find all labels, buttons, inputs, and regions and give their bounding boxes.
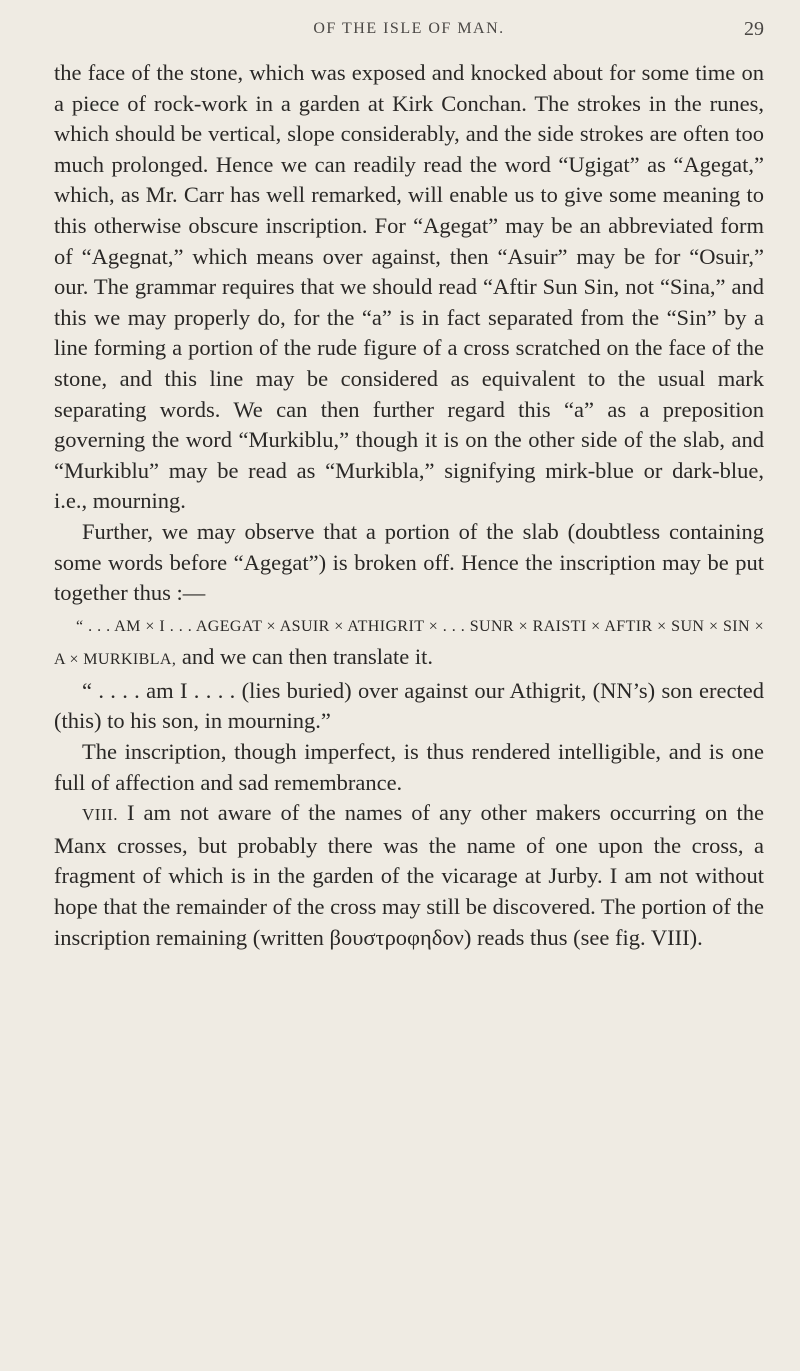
paragraph-broken-slab: Further, we may observe that a portion of the slab (doubtless containing some words before “Agegat”) is broken off. Hence the inscription may be put together thus :—: [54, 518, 764, 606]
paragraph-rendered-intelligible: The inscription, though imperfect, is thus rendered intelligible, and is one full of affection and sad remembrance.: [54, 739, 764, 795]
paragraph-inscription: [54, 609, 764, 676]
inscription-runes: “ . . . AM × I . . . AGEGAT × ASUIR × ATHIGRIT × . . . SUNR × RAISTI × AFTIR × SUN × SIN × A × MURKIBLA,: [54, 617, 764, 669]
running-head: [54, 0, 764, 46]
paragraph-stone-description: the face of the stone, which was exposed and knocked about for some time on a piece of rock-work in a garden at Kirk Conchan. The strokes in the runes, which should be vertical, slope considerably, and the side strokes are often too much prolonged. Hence we can readily read the word “Ugigat” as “Agegat,” which, as Mr. Carr has well remarked, will enable us to give some meaning to this otherwise obscure inscription. For “Agegat” may be an abbreviated form of “Agegnat,” which means over against, then “Asuir” may be for “Osuir,” our. The grammar requires that we should read “Aftir Sun Sin, not “Sina,” and this we may properly do, for the “a” is in fact separated from the “Sin” by a line forming a portion of the rude figure of a cross scratched on the face of the stone, and this line may be considered as equivalent to the usual mark separating words. We can then further regard this “a” as a preposition governing the word “Murkiblu,” though it is on the other side of the slab, and “Murkiblu” may be read as “Murkibla,” signifying mirk-blue or dark-blue, i.e., mourning.: [54, 60, 764, 514]
body-text: [54, 58, 764, 953]
inscription-tail: and we can then translate it.: [181, 644, 434, 670]
running-title: OF THE ISLE OF MAN.: [313, 20, 505, 37]
page-number: 29: [744, 18, 764, 40]
section-viii-text: I am not aware of the names of any other makers occurring on the Manx crosses, but probably there was the name of one upon the cross, a fragment of which is in the garden of the vicarage at Jurby. I am not without hope that the remainder of the cross may still be discovered. The portion of the inscription remaining (written βουστροφηδον) reads thus (see fig. VIII).: [54, 800, 765, 950]
paragraph-section-viii: [54, 798, 764, 953]
paragraph-translation: “ . . . . am I . . . . (lies buried) over against our Athigrit, (NN’s) son erected (this) to his son, in mourning.”: [54, 677, 764, 734]
section-number: VIII.: [82, 805, 119, 825]
